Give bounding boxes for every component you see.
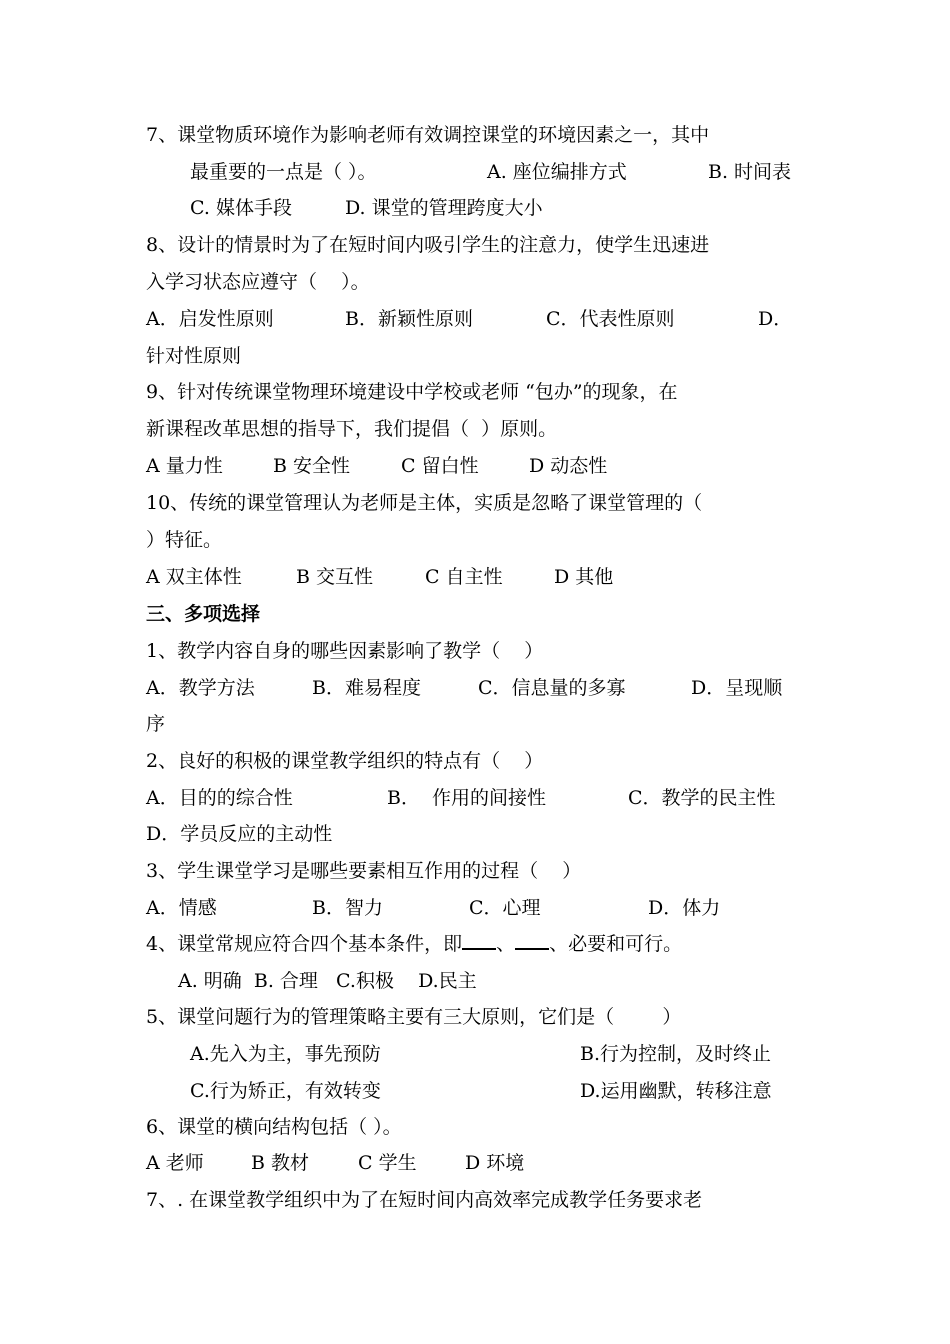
fill-blank: [515, 932, 549, 950]
m5-option-a: A.先入为主，事先预防: [190, 1043, 381, 1065]
m3-question: 3、学生课堂学习是哪些要素相互作用的过程（ ）: [146, 860, 582, 882]
q8-option-d-cont: 针对性原则: [146, 345, 242, 367]
m3-option-d: D．体力: [648, 897, 721, 919]
m5-option-c: C.行为矫正，有效转变: [190, 1080, 381, 1102]
m2-question: 2、良好的积极的课堂教学组织的特点有（ ）: [146, 750, 544, 772]
m2-option-c: C．教学的民主性: [628, 787, 776, 809]
m1-option-d-cont: 序: [146, 713, 166, 735]
m5-question: 5、课堂问题行为的管理策略主要有三大原则，它们是（ ）: [146, 1006, 682, 1028]
m4-text-pre: 4、课堂常规应符合四个基本条件，即: [146, 933, 463, 955]
m1-option-d: D．呈现顺: [691, 677, 783, 699]
q9-option-b: B 安全性: [273, 455, 351, 477]
m1-question: 1、教学内容自身的哪些因素影响了教学（ ）: [146, 640, 544, 662]
m2-option-d: D．学员反应的主动性: [146, 823, 333, 845]
q8-line1: 8、设计的情景时为了在短时间内吸引学生的注意力，使学生迅速进: [146, 234, 710, 256]
m3-option-a: A．情感: [146, 897, 217, 919]
m6-option-a: A 老师: [146, 1152, 204, 1174]
q8-option-b: B．新颖性原则: [345, 308, 473, 330]
q7-line2: 最重要的一点是（ ）。: [190, 161, 377, 183]
q8-option-d: D．: [758, 308, 793, 330]
q7-option-a: A. 座位编排方式: [487, 161, 627, 183]
m6-option-c: C 学生: [358, 1152, 417, 1174]
q7-option-c: C. 媒体手段: [190, 197, 292, 219]
m4-question: [146, 932, 682, 956]
q10-line1: 10、传统的课堂管理认为老师是主体，实质是忽略了课堂管理的（: [146, 492, 703, 514]
q8-option-a: A．启发性原则: [146, 308, 274, 330]
q7-line1: 7、课堂物质环境作为影响老师有效调控课堂的环境因素之一，其中: [146, 124, 710, 146]
m2-option-b: B． 作用的间接性: [387, 787, 547, 809]
q10-option-d: D 其他: [554, 566, 614, 588]
q7-option-d: D. 课堂的管理跨度大小: [345, 197, 543, 219]
m6-question: 6、课堂的横向结构包括（ ）。: [146, 1116, 402, 1138]
q9-line1: 9、针对传统课堂物理环境建设中学校或老师 “包办”的现象，在: [146, 381, 678, 403]
m3-option-c: C．心理: [469, 897, 541, 919]
m4-text-mid: 、: [496, 933, 516, 955]
m6-option-b: B 教材: [251, 1152, 310, 1174]
m6-option-d: D 环境: [465, 1152, 525, 1174]
m1-option-c: C．信息量的多寡: [478, 677, 626, 699]
q10-option-c: C 自主性: [425, 566, 503, 588]
q10-option-a: A 双主体性: [146, 566, 242, 588]
q9-option-a: A 量力性: [146, 455, 223, 477]
q8-option-c: C．代表性原则: [546, 308, 675, 330]
m7-question: 7、. 在课堂教学组织中为了在短时间内高效率完成教学任务要求老: [146, 1189, 703, 1211]
q8-line2: 入学习状态应遵守（ ）。: [146, 271, 370, 293]
m5-option-d: D.运用幽默，转移注意: [580, 1080, 772, 1102]
fill-blank: [462, 932, 496, 950]
m4-text-post: 、必要和可行。: [549, 933, 683, 955]
m3-option-b: B．智力: [312, 897, 383, 919]
m2-option-a: A．目的的综合性: [146, 787, 293, 809]
m4-options: A. 明确 B. 合理 C.积极 D.民主: [178, 970, 477, 992]
q10-option-b: B 交互性: [296, 566, 374, 588]
m1-option-a: A．教学方法: [146, 677, 255, 699]
q7-option-b: B. 时间表: [708, 161, 792, 183]
q9-option-c: C 留白性: [401, 455, 479, 477]
m5-option-b: B.行为控制，及时终止: [580, 1043, 772, 1065]
q9-line2: 新课程改革思想的指导下，我们提倡（ ）原则。: [146, 418, 558, 440]
m1-option-b: B．难易程度: [312, 677, 421, 699]
q9-option-d: D 动态性: [529, 455, 608, 477]
section-heading: 三、多项选择: [146, 603, 261, 625]
q10-line2: ）特征。: [146, 529, 223, 551]
